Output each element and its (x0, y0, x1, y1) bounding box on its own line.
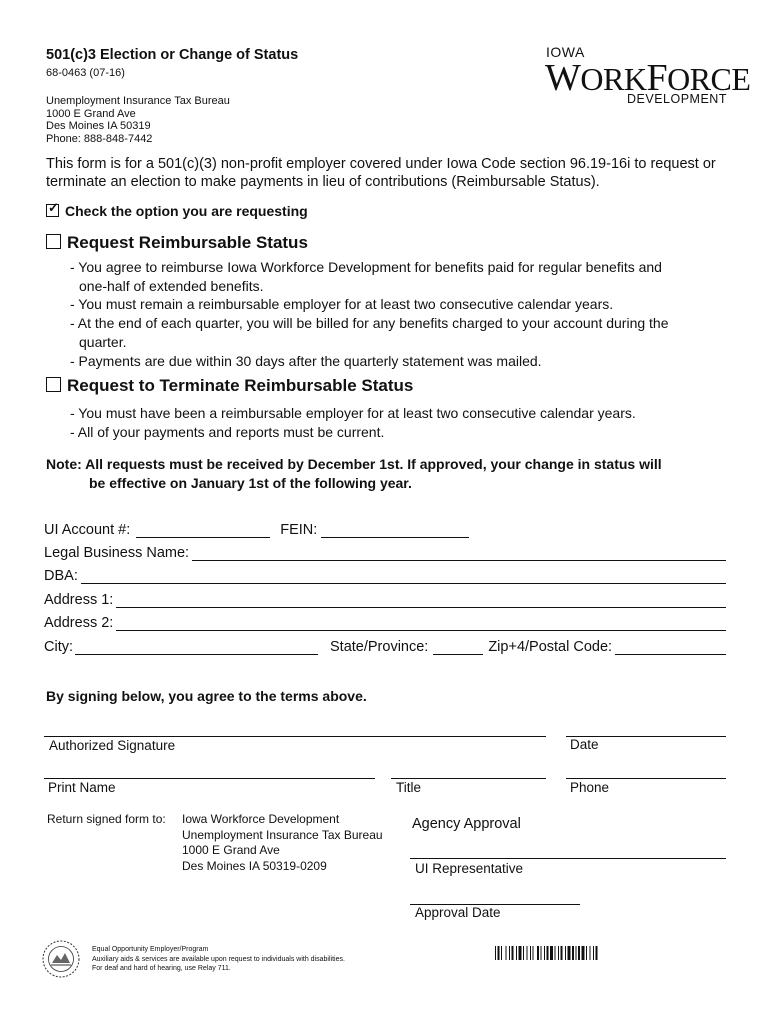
barcode-bar (498, 946, 500, 960)
footer-line: Auxiliary aids & services are available upon request to individuals with disabilities. (92, 955, 345, 963)
title-label: Title (396, 780, 422, 795)
bureau-line: 1000 E Grand Ave (46, 107, 136, 120)
bureau-line: Phone: 888-848-7442 (46, 132, 153, 145)
phone-line[interactable] (566, 778, 726, 779)
dba-label: DBA: (44, 568, 78, 584)
bullet-line: quarter. (79, 333, 127, 350)
address2-field[interactable] (116, 617, 726, 631)
bullet-line: - Payments are due within 30 days after the quarterly statement was mailed. (70, 352, 542, 369)
city-state-zip-row (44, 637, 726, 655)
option-request-reimbursable[interactable] (46, 233, 308, 253)
zip-field[interactable] (615, 641, 726, 655)
zip-label: Zip+4/Postal Code: (488, 639, 613, 655)
bureau-address (46, 95, 230, 145)
legal-name-label: Legal Business Name: (44, 545, 190, 561)
barcode-bar (558, 946, 559, 960)
barcode-bar (596, 946, 598, 960)
barcode-bar (523, 946, 524, 960)
logo-development-text: DEVELOPMENT (627, 92, 727, 106)
intro-paragraph: This form is for a 501(c)(3) non-profit employer covered under Iowa Code section 96.19-16i to request or terminate an election to make payments in lieu of contributions (Reimbursable Status). (46, 156, 716, 190)
authorized-signature-label: Authorized Signature (49, 738, 176, 753)
ui-representative-label: UI Representative (415, 861, 524, 876)
ui-account-label: UI Account #: (44, 522, 131, 538)
address1-row (44, 590, 726, 608)
fein-field[interactable] (321, 524, 469, 538)
bullet-line: - At the end of each quarter, you will be billed for any benefits charged to your account during the (70, 315, 669, 332)
barcode-bar (572, 946, 574, 960)
terminate-reimbursable-checkbox[interactable] (46, 377, 61, 392)
return-address-line: Des Moines IA 50319-0209 (182, 858, 327, 873)
city-field[interactable] (75, 641, 318, 655)
address1-label: Address 1: (44, 592, 114, 608)
print-name-line[interactable] (44, 778, 375, 779)
print-name-label: Print Name (48, 780, 116, 795)
footer-line: For deaf and hard of hearing, use Relay 711. (92, 965, 231, 972)
option-heading: Request Reimbursable Status (67, 233, 308, 252)
barcode-icon (495, 946, 648, 960)
barcode-bar (578, 946, 580, 960)
phone-label: Phone (570, 780, 610, 795)
barcode-bar (547, 946, 549, 960)
barcode-bar (590, 946, 591, 960)
barcode-bar (533, 946, 534, 960)
bullet-line: - All of your payments and reports must be current. (70, 423, 385, 440)
checked-box-icon: ✓ (48, 200, 59, 215)
barcode-bar (582, 946, 585, 960)
fein-label: FEIN: (280, 522, 318, 538)
bureau-line: Unemployment Insurance Tax Bureau (46, 95, 230, 107)
barcode-bar (568, 946, 571, 960)
dba-row (44, 566, 726, 584)
barcode-bar (501, 946, 502, 960)
barcode-bar (561, 946, 563, 960)
check-instruction: ✓ Check the option you are requesting (48, 200, 308, 219)
barcode-bar (527, 946, 528, 960)
logo-iowa-text: IOWA (546, 44, 585, 60)
footer-notice (92, 945, 345, 974)
return-label: Return signed form to: (47, 812, 166, 826)
agency-approval-heading: Agency Approval (412, 816, 521, 832)
logo-workforce-text: WORKFORCE (545, 57, 751, 99)
barcode-bar (586, 946, 587, 960)
ui-account-field[interactable] (136, 524, 270, 538)
barcode-bar (512, 946, 514, 960)
form-number: 68-0463 (07-16) (46, 67, 125, 79)
bullet-line: - You must remain a reimbursable employer for at least two consecutive calendar years. (70, 296, 614, 313)
barcode-bar (544, 946, 545, 960)
barcode-bar (555, 946, 556, 960)
state-field[interactable] (433, 641, 483, 655)
bullet-line: one-half of extended benefits. (79, 277, 264, 294)
barcode-bar (506, 946, 507, 960)
option1-bullets (70, 258, 740, 370)
barcode-bar (516, 946, 517, 960)
barcode-bar (495, 946, 496, 960)
address2-row (44, 613, 726, 631)
state-label: State/Province: (330, 639, 429, 655)
ui-account-fein-row (44, 520, 726, 538)
barcode-bar (537, 946, 539, 960)
barcode-bar (530, 946, 531, 960)
state-seal-icon (41, 939, 81, 979)
barcode-bar (550, 946, 553, 960)
barcode-bar (541, 946, 542, 960)
barcode-bar (519, 946, 522, 960)
barcode-bar (509, 946, 510, 960)
return-address-line: Unemployment Insurance Tax Bureau (182, 827, 383, 842)
bullet-line: - You agree to reimburse Iowa Workforce Development for benefits paid for regular benefits and (70, 259, 662, 275)
barcode-bar (576, 946, 577, 960)
deadline-note: Note: All requests must be received by December 1st. If approved, your change in status will be effective on January 1st of the following year. (46, 456, 662, 491)
date-label: Date (570, 737, 599, 752)
return-address (182, 812, 383, 874)
return-address-line: Iowa Workforce Development (182, 812, 340, 826)
barcode-bar (565, 946, 566, 960)
form-title: 501(c)3 Election or Change of Status (46, 47, 299, 63)
address1-field[interactable] (116, 594, 726, 608)
barcode-bar (593, 946, 594, 960)
ui-representative-line[interactable] (410, 858, 726, 859)
return-address-line: 1000 E Grand Ave (182, 843, 280, 857)
city-label: City: (44, 639, 73, 655)
dba-field[interactable] (81, 570, 726, 584)
approval-date-label: Approval Date (415, 905, 501, 920)
footer-line: Equal Opportunity Employer/Program (92, 946, 209, 953)
address2-label: Address 2: (44, 615, 114, 631)
legal-name-row (44, 543, 726, 561)
authorized-signature-line[interactable] (44, 736, 546, 737)
option-terminate-reimbursable[interactable] (46, 376, 413, 396)
request-reimbursable-checkbox[interactable] (46, 234, 61, 249)
option2-bullets (70, 404, 740, 441)
bureau-line: Des Moines IA 50319 (46, 120, 151, 132)
bullet-line: - You must have been a reimbursable employer for at least two consecutive calendar years. (70, 405, 636, 421)
legal-name-field[interactable] (192, 547, 726, 561)
option-heading: Request to Terminate Reimbursable Status (67, 376, 414, 395)
agreement-statement: By signing below, you agree to the terms above. (46, 688, 367, 704)
title-line[interactable] (391, 778, 546, 779)
